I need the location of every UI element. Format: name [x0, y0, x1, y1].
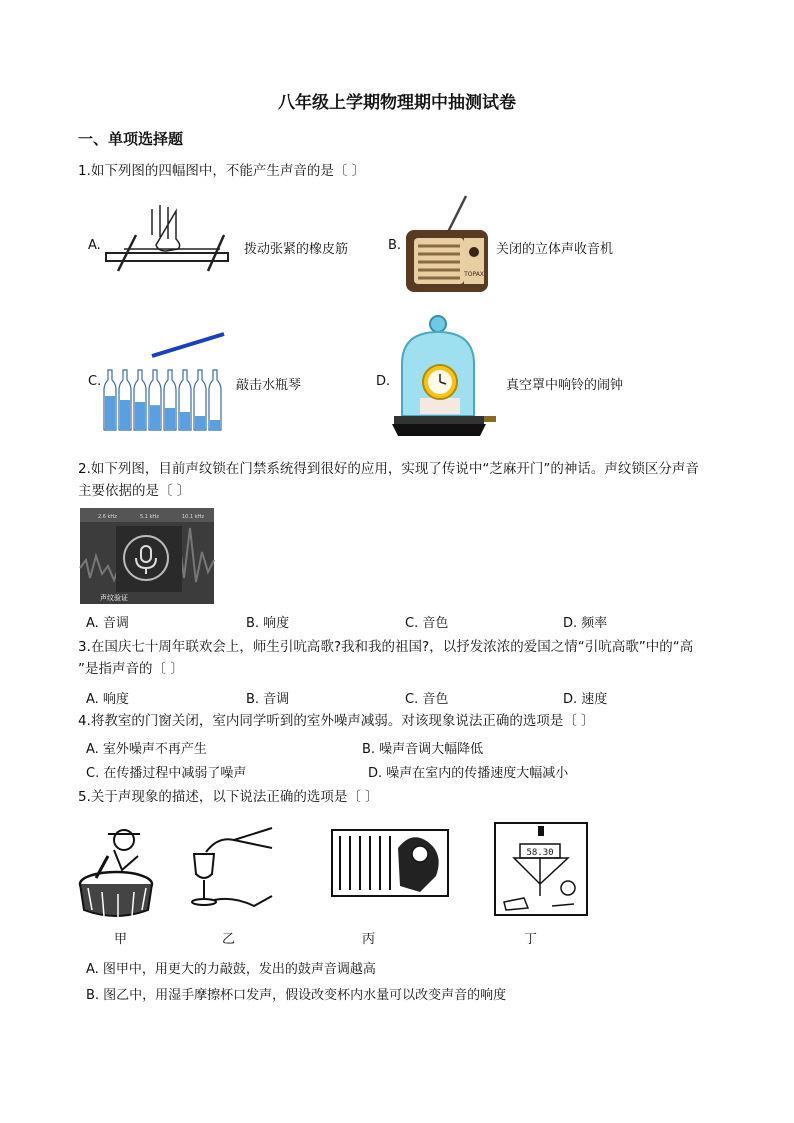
bottle-water: [165, 408, 175, 430]
bottle-water: [180, 412, 190, 430]
q2-option-b: B. 响度: [246, 616, 290, 631]
noise-monitor-image: [494, 822, 588, 916]
bottle-water: [135, 402, 145, 430]
section-heading: 一、单项选择题: [78, 130, 184, 148]
q3-option-d: D. 速度: [563, 692, 608, 707]
q4-option-d: D. 噪声在室内的传播速度大幅减小: [368, 766, 569, 781]
q1-option-d-caption: 真空罩中响铃的闹钟: [506, 378, 624, 393]
q2-stem-line1: 2.如下列图，目前声纹锁在门禁系统得到很好的应用，实现了传说中“芝麻开门”的神话。声纹锁区分声音: [78, 461, 699, 477]
q2-option-d: D. 频率: [563, 616, 608, 631]
wine-glass-image: [184, 826, 274, 910]
drum-image: [78, 826, 158, 920]
q1-option-c-letter: C.: [88, 374, 102, 389]
q4-stem: 4.将教室的门窗关闭，室内同学听到的室外噪声减弱。对该现象说法正确的选项是〔 〕: [78, 713, 595, 729]
q4-option-b: B. 噪声音调大幅降低: [362, 742, 484, 757]
q3-option-c: C. 音色: [405, 692, 449, 707]
radio-image: [404, 196, 490, 296]
rubber-band-image: [104, 205, 234, 280]
noise-monitor-value: 58.30: [526, 848, 554, 858]
svg-text:声纹验证: 声纹验证: [100, 594, 128, 602]
bottle-water: [210, 420, 220, 430]
q5-option-a: A. 图甲中，用更大的力敲鼓，发出的鼓声音调越高: [86, 962, 376, 977]
svg-text:10.1 kHz: 10.1 kHz: [182, 514, 205, 520]
piano-image: [332, 830, 448, 896]
q1-option-b-caption: 关闭的立体声收音机: [496, 242, 614, 257]
bottle-water: [120, 400, 130, 430]
q5-caption-ding: 丁: [524, 932, 538, 947]
q2-option-a: A. 音调: [86, 616, 129, 631]
q1-option-a-letter: A.: [88, 238, 101, 253]
bottle-water: [105, 396, 115, 430]
q5-caption-bing: 丙: [362, 932, 376, 947]
q2-stem-line2: 主要依据的是〔 〕: [78, 483, 191, 499]
q1-option-a-caption: 拨动张紧的橡皮筋: [244, 242, 349, 257]
q1-option-b-letter: B.: [388, 238, 402, 253]
q3-stem-line2: ”是指声音的〔 〕: [78, 661, 184, 677]
water-bottles-image: [100, 330, 230, 434]
bottle-water: [195, 416, 205, 430]
q1-stem: 1.如下列图的四幅图中，不能产生声音的是〔 〕: [78, 163, 366, 179]
q5-stem: 5.关于声现象的描述，以下说法正确的选项是〔 〕: [78, 789, 379, 805]
page-title: 八年级上学期物理期中抽测试卷: [278, 93, 516, 113]
svg-text:5.1 kHz: 5.1 kHz: [140, 514, 159, 520]
radio-brand-text: TOPAX: [464, 271, 484, 278]
q4-option-c: C. 在传播过程中减弱了噪声: [86, 766, 247, 781]
q5-option-b: B. 图乙中，用湿手摩擦杯口发声，假设改变杯内水量可以改变声音的响度: [86, 988, 507, 1003]
q5-caption-yi: 乙: [222, 932, 236, 947]
q2-option-c: C. 音色: [405, 616, 449, 631]
svg-text:2.6 kHz: 2.6 kHz: [98, 514, 117, 520]
q3-option-b: B. 音调: [246, 692, 290, 707]
bell-jar-clock-image: [390, 312, 498, 442]
q3-option-a: A. 响度: [86, 692, 129, 707]
bottle-water: [150, 405, 160, 430]
q4-option-a: A. 室外噪声不再产生: [86, 742, 207, 757]
q5-caption-jia: 甲: [114, 932, 128, 947]
q1-option-d-letter: D.: [376, 374, 391, 389]
q3-stem-line1: 3.在国庆七十周年联欢会上，师生引吭高歌?我和我的祖国?，以抒发浓浓的爱国之情“引吭高歌”中的“高: [78, 639, 694, 655]
voiceprint-lock-image: [80, 508, 214, 604]
q1-option-c-caption: 敲击水瓶琴: [236, 378, 302, 393]
